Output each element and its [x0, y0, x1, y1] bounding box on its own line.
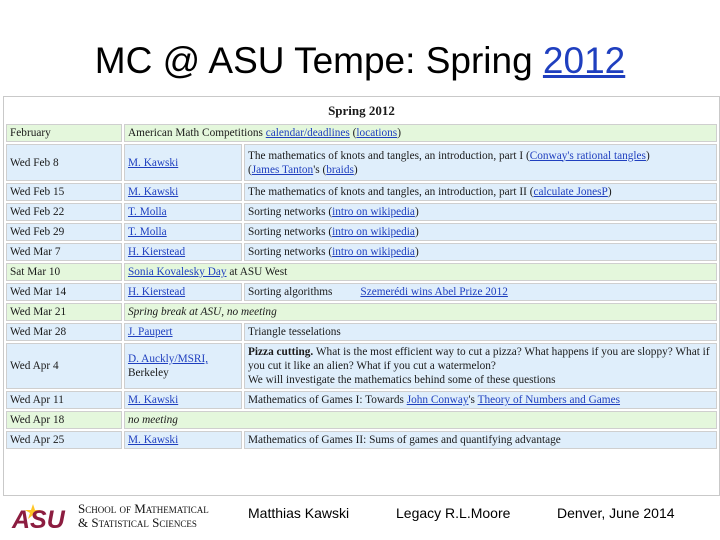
- table-row: [6, 183, 717, 201]
- topic-cell: Pizza cutting. What is the most efficient way to cut a pizza? What happens if you are sloppy? What if you cut it like an alien? What if you cut a watermelon? We will investigate the mathematics behind some of these questions: [244, 343, 717, 389]
- news-link[interactable]: Szemerédi wins Abel Prize 2012: [360, 286, 508, 298]
- presenter-cell: [124, 183, 242, 201]
- topic-cell: Spring break at ASU, no meeting: [124, 303, 717, 321]
- svg-text:ASU: ASU: [12, 506, 65, 532]
- presenter-cell: [124, 391, 242, 409]
- asu-logo-icon: [11, 500, 75, 532]
- presenter-cell: [124, 431, 242, 449]
- topic-link[interactable]: intro on wikipedia: [332, 226, 415, 238]
- table-row: [6, 391, 717, 409]
- date-cell: Wed Apr 25: [6, 431, 122, 449]
- date-cell: Wed Apr 11: [6, 391, 122, 409]
- topic-cell: no meeting: [124, 411, 717, 429]
- topic-cell: American Math Competitions calendar/deadlines (locations): [124, 124, 717, 142]
- topic-cell: Sonia Kovalesky Day at ASU West: [124, 263, 717, 281]
- topic-link[interactable]: intro on wikipedia: [332, 206, 415, 218]
- topic-link[interactable]: Conway's rational tangles: [529, 149, 646, 162]
- topic-cell: Sorting networks (intro on wikipedia): [244, 203, 717, 221]
- date-cell: Sat Mar 10: [6, 263, 122, 281]
- presenter-cell: [124, 144, 242, 181]
- presenter-cell: [124, 283, 242, 301]
- table-row: [6, 411, 717, 429]
- slide-title: MC @ ASU Tempe: Spring 2012: [94, 40, 626, 81]
- presenter-link[interactable]: J. Paupert: [128, 326, 173, 338]
- table-row: [6, 343, 717, 389]
- date-cell: Wed Mar 21: [6, 303, 122, 321]
- table-row: [6, 263, 717, 281]
- topic-cell: Mathematics of Games I: Towards John Conway's Theory of Numbers and Games: [244, 391, 717, 409]
- schedule-table: [4, 97, 719, 451]
- date-cell: Wed Feb 8: [6, 144, 122, 181]
- topic-cell: Triangle tesselations: [244, 323, 717, 341]
- author-name: Matthias Kawski: [248, 505, 350, 521]
- calendar-link[interactable]: calendar/deadlines: [265, 127, 350, 139]
- table-row: [6, 323, 717, 341]
- footer: [0, 496, 720, 540]
- presenter-cell: [124, 203, 242, 221]
- topic-cell: The mathematics of knots and tangles, an introduction, part II (calculate JonesP): [244, 183, 717, 201]
- topic-cell: Sorting algorithms Szemerédi wins Abel Prize 2012: [244, 283, 717, 301]
- table-row: [6, 144, 717, 181]
- date-cell: Wed Mar 28: [6, 323, 122, 341]
- presenter-cell: [124, 223, 242, 241]
- table-row: [6, 243, 717, 261]
- date-cell: Wed Apr 4: [6, 343, 122, 389]
- presenter-link[interactable]: T. Molla: [128, 206, 167, 218]
- presenter-cell: D. Auckly/MSRI, Berkeley: [124, 343, 242, 389]
- school-name: School of Mathematical & Statistical Sciences: [78, 501, 209, 530]
- presenter-link[interactable]: M. Kawski: [128, 186, 179, 198]
- topic-link[interactable]: braids: [326, 163, 354, 176]
- topic-link[interactable]: Theory of Numbers and Games: [477, 394, 621, 406]
- presenter-cell: [124, 323, 242, 341]
- presenter-cell: [124, 243, 242, 261]
- event-link[interactable]: Sonia Kovalesky Day: [128, 266, 227, 278]
- topic-link[interactable]: intro on wikipedia: [332, 246, 415, 258]
- date-cell: February: [6, 124, 122, 142]
- table-row: [6, 223, 717, 241]
- table-row: [6, 431, 717, 449]
- topic-link[interactable]: James Tanton: [251, 163, 314, 176]
- date-cell: Wed Feb 15: [6, 183, 122, 201]
- topic-cell: Sorting networks (intro on wikipedia): [244, 243, 717, 261]
- table-row: [6, 283, 717, 301]
- place-date: Denver, June 2014: [557, 505, 675, 521]
- table-row: [6, 203, 717, 221]
- schedule-frame[interactable]: [3, 96, 720, 496]
- presenter-link[interactable]: D. Auckly/MSRI,: [128, 353, 209, 365]
- event-name: Legacy R.L.Moore: [396, 505, 511, 521]
- topic-cell: Mathematics of Games II: Sums of games and quantifying advantage: [244, 431, 717, 449]
- year-link[interactable]: 2012: [542, 40, 626, 81]
- presenter-link[interactable]: M. Kawski: [128, 394, 179, 406]
- date-cell: Wed Feb 22: [6, 203, 122, 221]
- topic-cell: The mathematics of knots and tangles, an introduction, part I (Conway's rational tangles) (James Tanton's (braids): [244, 144, 717, 181]
- presenter-link[interactable]: H. Kierstead: [128, 246, 186, 258]
- topic-link[interactable]: calculate JonesP: [533, 186, 608, 198]
- topic-cell: Sorting networks (intro on wikipedia): [244, 223, 717, 241]
- table-row: [6, 124, 717, 142]
- topic-link[interactable]: John Conway: [406, 394, 469, 406]
- date-cell: Wed Mar 7: [6, 243, 122, 261]
- presenter-link[interactable]: M. Kawski: [128, 156, 179, 169]
- date-cell: Wed Feb 29: [6, 223, 122, 241]
- locations-link[interactable]: locations: [356, 127, 398, 139]
- schedule-heading: Spring 2012: [6, 99, 717, 122]
- date-cell: Wed Apr 18: [6, 411, 122, 429]
- presenter-link[interactable]: H. Kierstead: [128, 286, 186, 298]
- table-row: [6, 303, 717, 321]
- presenter-link[interactable]: M. Kawski: [128, 434, 179, 446]
- date-cell: Wed Mar 14: [6, 283, 122, 301]
- presenter-link[interactable]: T. Molla: [128, 226, 167, 238]
